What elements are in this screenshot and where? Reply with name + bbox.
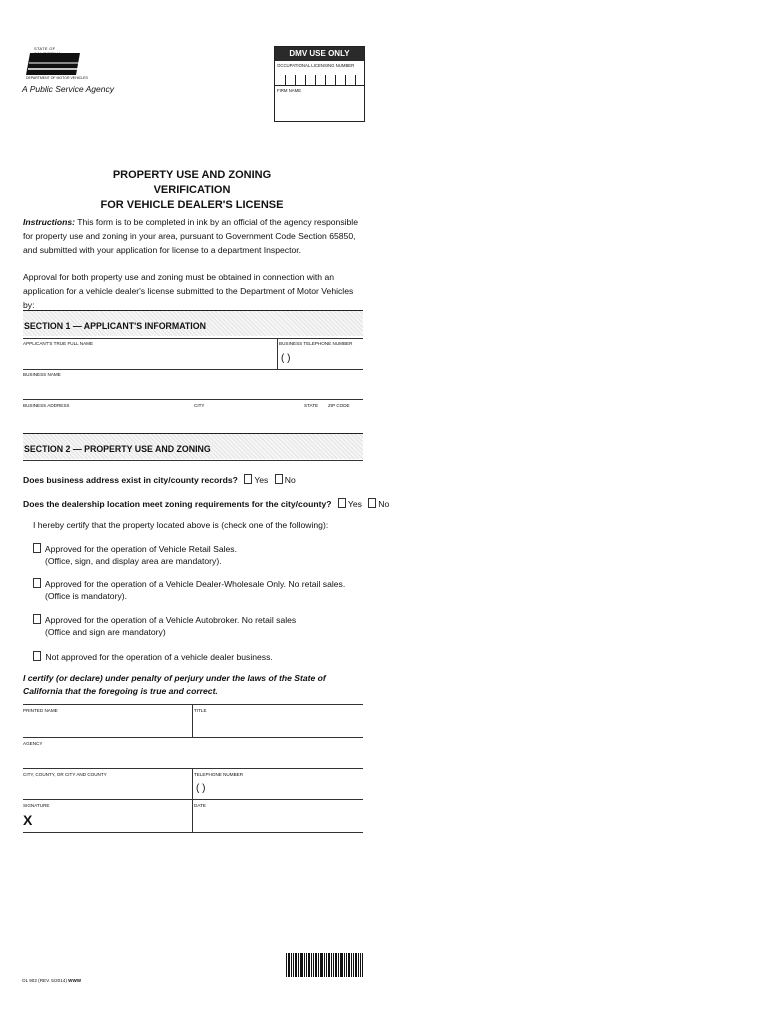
divider <box>23 369 363 370</box>
business-phone-label: BUSINESS TELEPHONE NUMBER <box>279 341 353 346</box>
business-address-field[interactable] <box>23 409 363 427</box>
divider <box>23 704 363 705</box>
option-wholesale-line2: (Office is mandatory). <box>45 591 127 601</box>
q1-no-checkbox[interactable] <box>275 474 283 484</box>
zip-code-label: ZIP CODE <box>328 403 350 408</box>
logo-dept-text: DEPARTMENT OF MOTOR VEHICLES <box>26 76 88 80</box>
instructions-paragraph <box>23 215 365 257</box>
option-autobroker-checkbox[interactable] <box>33 614 41 624</box>
perjury-statement: I certify (or declare) under penalty of perjury under the laws of the State of California that the foregoing is true and correct. <box>23 673 326 696</box>
instructions-lead: Instructions: <box>23 217 76 227</box>
option-wholesale-line1: Approved for the operation of a Vehicle Dealer-Wholesale Only. No retail sales. <box>44 579 346 589</box>
title-field[interactable] <box>194 714 363 736</box>
printed-name-field[interactable] <box>23 714 192 736</box>
business-name-field[interactable] <box>23 378 363 398</box>
state-label: STATE <box>304 403 319 408</box>
barcode <box>286 953 363 977</box>
form-id: OL 902 (REV. 5/2014) <box>22 978 69 983</box>
question-zoning <box>23 498 389 509</box>
dmv-logo-mark <box>24 51 82 77</box>
option-wholesale-checkbox[interactable] <box>33 578 41 588</box>
date-field[interactable] <box>194 809 363 831</box>
form-title <box>100 168 284 213</box>
q1-yes-checkbox[interactable] <box>244 474 252 484</box>
section1-header: SECTION 1 — APPLICANT'S INFORMATION <box>23 310 363 336</box>
signature-label: SIGNATURE <box>23 803 50 808</box>
divider <box>23 338 363 339</box>
divider <box>192 768 193 832</box>
option-autobroker <box>33 614 296 638</box>
section2-header: SECTION 2 — PROPERTY USE AND ZONING <box>23 433 363 459</box>
applicant-name-label: APPLICANT'S TRUE FULL NAME <box>23 341 94 346</box>
title-label: TITLE <box>194 708 207 713</box>
option-autobroker-line2: (Office and sign are mandatory) <box>45 627 166 637</box>
option-not-approved <box>33 651 273 663</box>
q2-yes-checkbox[interactable] <box>338 498 346 508</box>
question1-text: Does business address exist in city/county records? <box>23 475 238 485</box>
business-phone-field[interactable]: ( ) <box>281 353 291 364</box>
option-not-approved-line1: Not approved for the operation of a vehicle dealer business. <box>45 652 273 662</box>
divider <box>23 737 363 738</box>
telephone-label: TELEPHONE NUMBER <box>194 772 244 777</box>
title-line1: PROPERTY USE AND ZONING VERIFICATION <box>112 169 272 196</box>
business-address-label: BUSINESS ADDRESS <box>23 403 70 408</box>
dmv-logo <box>22 46 114 94</box>
dmv-use-only-title: DMV USE ONLY <box>275 47 364 61</box>
divider <box>277 338 278 369</box>
date-label: DATE <box>194 803 206 808</box>
signature-x-mark: X <box>23 812 33 828</box>
form-suffix: WWW <box>68 978 82 983</box>
logo-state-text: STATE OF <box>34 46 56 51</box>
divider <box>192 704 193 737</box>
option-retail-checkbox[interactable] <box>33 543 41 553</box>
divider <box>23 460 363 461</box>
option-not-approved-checkbox[interactable] <box>33 651 41 661</box>
city-county-label: CITY, COUNTY, OR CITY AND COUNTY <box>23 772 107 777</box>
option-retail <box>33 543 237 567</box>
dmv-use-only-box <box>274 46 365 122</box>
divider <box>23 399 363 400</box>
certify-intro: I hereby certify that the property located above is (check one of the following): <box>33 520 329 530</box>
option-retail-line1: Approved for the operation of Vehicle Retail Sales. <box>44 544 237 554</box>
divider <box>23 832 363 833</box>
q2-no-checkbox[interactable] <box>368 498 376 508</box>
q2-no-label: No <box>378 499 390 509</box>
agency-label: AGENCY <box>23 741 43 746</box>
firm-name-label: FIRM NAME <box>277 88 302 93</box>
form-footer <box>22 978 81 983</box>
option-wholesale <box>33 578 345 602</box>
city-label: CITY <box>194 403 205 408</box>
occupational-licensing-number-field[interactable] <box>275 61 364 86</box>
q1-yes-label: Yes <box>254 475 269 485</box>
option-retail-line2: (Office, sign, and display area are mandatory). <box>45 556 222 566</box>
q2-yes-label: Yes <box>347 499 362 509</box>
divider <box>23 768 363 769</box>
divider <box>23 799 363 800</box>
printed-name-label: PRINTED NAME <box>23 708 58 713</box>
digit-ticks <box>275 75 364 85</box>
question2-text: Does the dealership location meet zoning requirements for the city/county? <box>23 499 332 509</box>
approval-paragraph: Approval for both property use and zoning must be obtained in connection with an application for a vehicle dealer's license submitted to the Department of Motor Vehicles by: <box>23 272 354 310</box>
instructions-text: This form is to be completed in ink by an official of the agency responsible for property use and zoning in your area, pursuant to Government Code Section 65850, and submitted with your application for license to a department Inspector. <box>23 217 358 255</box>
question-address-exists <box>23 474 296 485</box>
city-county-field[interactable] <box>23 778 192 798</box>
tagline: A Public Service Agency <box>22 84 114 94</box>
business-name-label: BUSINESS NAME <box>23 372 61 377</box>
applicant-name-field[interactable] <box>23 347 277 367</box>
agency-field[interactable] <box>23 747 363 767</box>
signature-field[interactable] <box>36 809 192 831</box>
option-autobroker-line1: Approved for the operation of a Vehicle Autobroker. No retail sales <box>44 615 297 625</box>
telephone-field[interactable]: ( ) <box>196 783 206 794</box>
occupational-licensing-label: OCCUPATIONAL LICENSING NUMBER <box>277 63 355 68</box>
q1-no-label: No <box>284 475 296 485</box>
title-line2: FOR VEHICLE DEALER'S LICENSE <box>100 199 284 211</box>
